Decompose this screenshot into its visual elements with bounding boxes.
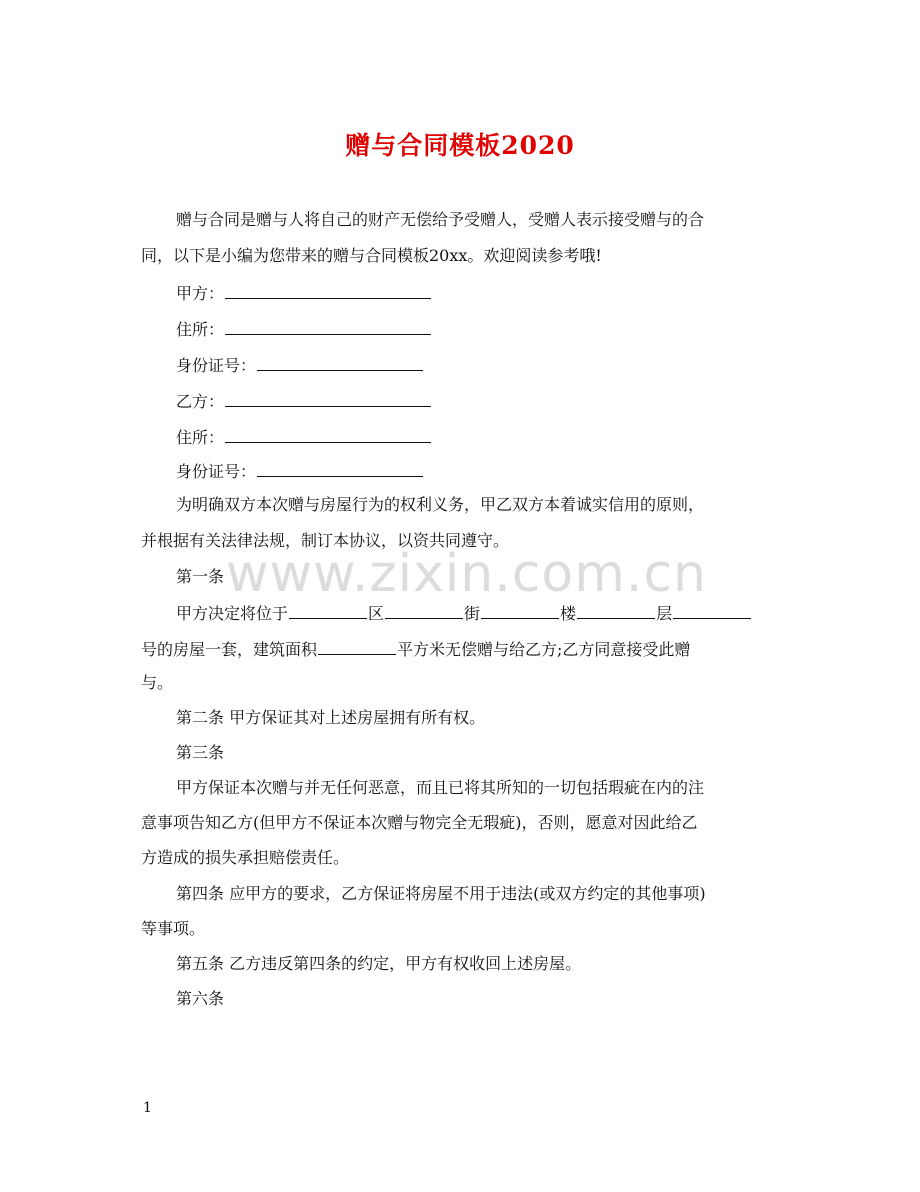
id-b-blank <box>257 460 423 477</box>
article-5: 第五条 乙方违反第四条的约定，甲方有权收回上述房屋。 <box>176 954 582 973</box>
id-a-blank <box>257 354 423 371</box>
article-1-text-b: 区 <box>368 604 385 623</box>
article-3-title: 第三条 <box>176 743 225 762</box>
party-a-row <box>176 282 432 304</box>
party-a-label: 甲方： <box>176 284 225 303</box>
page-number: 1 <box>143 1100 152 1116</box>
address-a-row <box>176 318 432 340</box>
party-b-blank <box>225 390 431 407</box>
article-1-line-3: 与。 <box>141 673 174 692</box>
article-1-text-g: 平方米无偿赠与给乙方;乙方同意接受此赠 <box>397 640 691 659</box>
id-b-row <box>176 460 424 482</box>
address-b-label: 住所： <box>176 428 225 447</box>
id-a-label: 身份证号： <box>176 356 257 375</box>
blank-district <box>385 602 463 619</box>
article-2: 第二条 甲方保证其对上述房屋拥有所有权。 <box>176 708 486 727</box>
blank-floor <box>673 602 751 619</box>
id-a-row <box>176 354 424 376</box>
party-b-row <box>176 390 432 412</box>
article-1-text-a: 甲方决定将位于 <box>176 604 289 623</box>
article-4-line-1: 第四条 应甲方的要求，乙方保证将房屋不用于违法(或双方约定的其他事项) <box>176 884 706 903</box>
watermark: www.zixin.com.cn <box>226 544 707 604</box>
intro-line-1: 赠与合同是赠与人将自己的财产无偿给予受赠人，受赠人表示接受赠与的合 <box>176 210 705 229</box>
article-3-line-2: 意事项告知乙方(但甲方不保证本次赠与物完全无瑕疵)，否则，愿意对因此给乙 <box>141 813 698 832</box>
article-6-title: 第六条 <box>176 989 225 1008</box>
document-title: 赠与合同模板2020 <box>345 131 575 160</box>
address-a-blank <box>225 318 431 335</box>
address-a-label: 住所： <box>176 320 225 339</box>
article-1-text-c: 街 <box>464 604 481 623</box>
id-b-label: 身份证号： <box>176 462 257 481</box>
preamble-line-2: 并根据有关法律法规，制订本协议，以资共同遵守。 <box>141 531 510 550</box>
blank-location <box>289 602 367 619</box>
blank-street <box>481 602 559 619</box>
intro-line-2: 同，以下是小编为您带来的赠与合同模板20xx。欢迎阅读参考哦! <box>141 246 602 265</box>
preamble-line-1: 为明确双方本次赠与房屋行为的权利义务，甲乙双方本着诚实信用的原则， <box>176 495 705 514</box>
article-1-text-e: 层 <box>656 604 673 623</box>
address-b-blank <box>225 426 431 443</box>
address-b-row <box>176 426 432 448</box>
party-b-label: 乙方： <box>176 392 225 411</box>
article-4-line-2: 等事项。 <box>141 919 206 938</box>
party-a-blank <box>225 282 431 299</box>
article-1-title: 第一条 <box>176 567 225 586</box>
article-3-line-1: 甲方保证本次赠与并无任何恶意，而且已将其所知的一切包括瑕疵在内的注 <box>176 778 705 797</box>
article-1-line-1 <box>176 602 752 624</box>
article-1-text-f: 号的房屋一套，建筑面积 <box>141 640 318 659</box>
article-1-text-d: 楼 <box>560 604 577 623</box>
article-1-line-2 <box>141 638 690 660</box>
blank-area <box>318 638 396 655</box>
blank-building <box>577 602 655 619</box>
article-3-line-3: 方造成的损失承担赔偿责任。 <box>141 848 350 867</box>
